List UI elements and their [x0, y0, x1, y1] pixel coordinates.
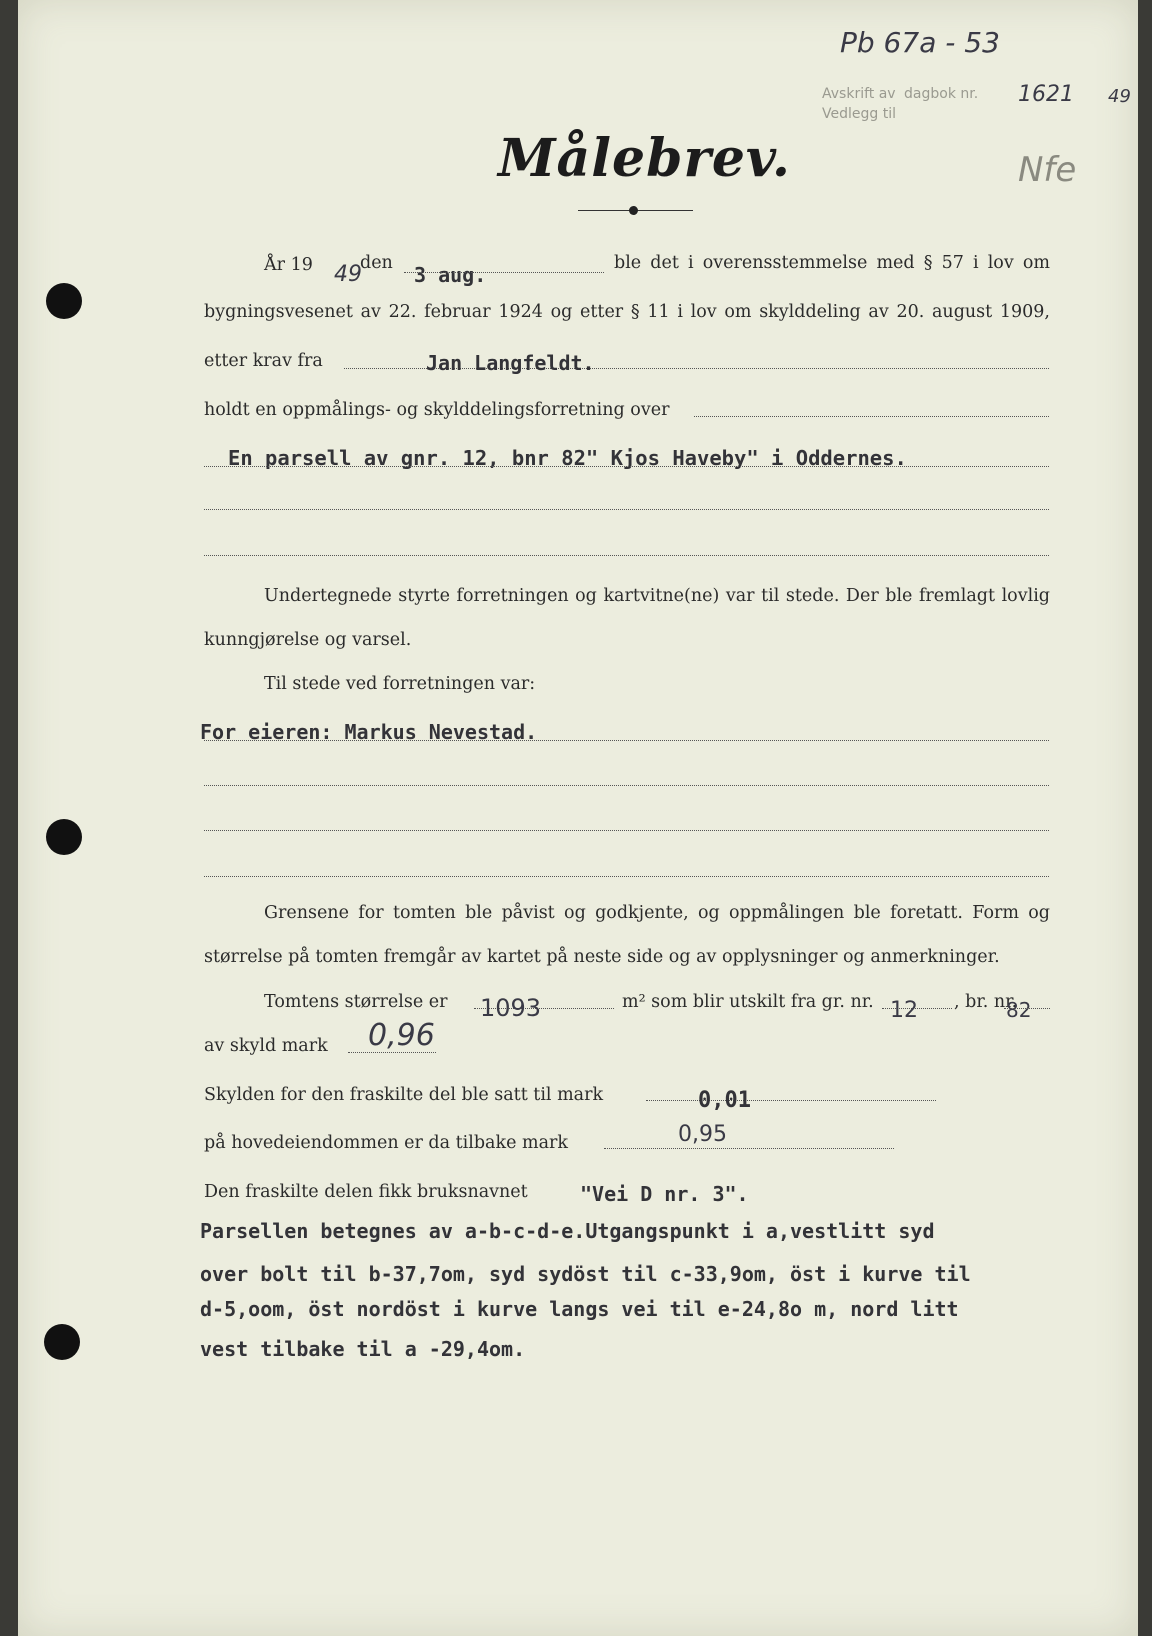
stamp-avskrift: Avskrift av: [822, 86, 896, 102]
property-value: En parsell av gnr. 12, bnr 82" Kjos Haveby" i Oddernes.: [228, 446, 907, 470]
etter-krav-label: etter krav fra: [204, 351, 323, 371]
initials: Nfe: [1018, 150, 1077, 190]
bruksnavn-label: Den fraskilte delen fikk bruksnavnet: [204, 1182, 528, 1202]
blank-dotted-line-3: [204, 785, 1049, 786]
fraskilte-dotted-line: [646, 1100, 936, 1101]
paragraph3-line1: Grensene for tomten ble påvist og godkjente, og oppmålingen ble foretatt. Form og: [264, 903, 1050, 923]
description-line-2: over bolt til b-37,7om, syd sydöst til c-33,9om, öst i kurve til: [200, 1262, 971, 1286]
br-label: , br. nr.: [954, 992, 1018, 1012]
paragraph3-line2: størrelse på tomten fremgår av kartet på neste side og av opplysninger og anmerkninger.: [204, 947, 1000, 967]
bnr-dotted-line: [1004, 1008, 1050, 1009]
present-label: Til stede ved forretningen var:: [264, 674, 536, 694]
hoved-dotted-line: [604, 1148, 894, 1149]
punch-hole-top: [46, 283, 82, 319]
paragraph1-line1-rest: ble det i overensstemmelse med § 57 i lov om: [614, 253, 1050, 273]
reference-number: Pb 67a - 53: [840, 26, 1000, 59]
fraskilte-label: Skylden for den fraskilte del ble satt til mark: [204, 1085, 604, 1105]
size-label: Tomtens størrelse er: [264, 992, 448, 1012]
skyld-label: av skyld mark: [204, 1036, 328, 1056]
fraskilte-value: 0,01: [698, 1088, 751, 1113]
bnr-value: 82: [1006, 998, 1032, 1022]
property-dotted-line: [204, 466, 1049, 467]
dagbok-number: 1621: [1018, 82, 1074, 107]
title-ornament-dot: [629, 206, 638, 215]
hoved-value: 0,95: [678, 1122, 727, 1147]
paragraph1-line2: bygningsvesenet av 22. februar 1924 og etter § 11 i lov om skylddeling av 20. august 1909,: [204, 302, 1050, 322]
present-value: For eieren: Markus Nevestad.: [200, 720, 538, 744]
present-dotted-line: [204, 740, 1049, 741]
gnr-value: 12: [890, 998, 918, 1023]
dagbok-year: 49: [1108, 86, 1131, 107]
date-value: 3 aug.: [414, 263, 487, 287]
bruksnavn-value: "Vei D nr. 3".: [580, 1182, 749, 1206]
skyld-value: 0,96: [368, 1018, 435, 1053]
punch-hole-middle: [46, 819, 82, 855]
paragraph2-line1: Undertegnede styrte forretningen og kartvitne(ne) var til stede. Der ble fremlagt lovlig: [264, 586, 1050, 606]
description-line-3: d-5,oom, öst nordöst i kurve langs vei til e-24,8o m, nord litt: [200, 1297, 959, 1321]
holdt-label: holdt en oppmålings- og skylddelingsforretning over: [204, 400, 670, 420]
blank-dotted-line-5: [204, 876, 1049, 877]
blank-dotted-line-4: [204, 830, 1049, 831]
document-title: Målebrev.: [498, 128, 792, 189]
holdt-dotted-line: [694, 416, 1049, 417]
paragraph2-line2: kunngjørelse og varsel.: [204, 630, 412, 650]
size-unit-text: m² som blir utskilt fra gr. nr.: [622, 992, 874, 1012]
date-dotted-line: [404, 272, 604, 273]
document-page: [18, 0, 1138, 1636]
size-value: 1093: [480, 994, 542, 1022]
archive-stamp-line2: Vedlegg til: [822, 106, 896, 122]
blank-dotted-line-1: [204, 509, 1049, 510]
punch-hole-lower: [44, 1324, 80, 1360]
den-label: den: [360, 253, 393, 273]
blank-dotted-line-2: [204, 555, 1049, 556]
stamp-dagbok: dagbok nr.: [904, 86, 979, 102]
requester-value: Jan Langfeldt.: [426, 351, 595, 375]
description-line-4: vest tilbake til a -29,4om.: [200, 1337, 526, 1361]
archive-stamp-line1: [822, 86, 978, 102]
ar-label: År 19: [264, 255, 313, 275]
hoved-label: på hovedeiendommen er da tilbake mark: [204, 1133, 569, 1153]
description-line-1: Parsellen betegnes av a-b-c-d-e.Utgangspunkt i a,vestlitt syd: [200, 1219, 935, 1243]
year-value: 49: [334, 262, 362, 287]
